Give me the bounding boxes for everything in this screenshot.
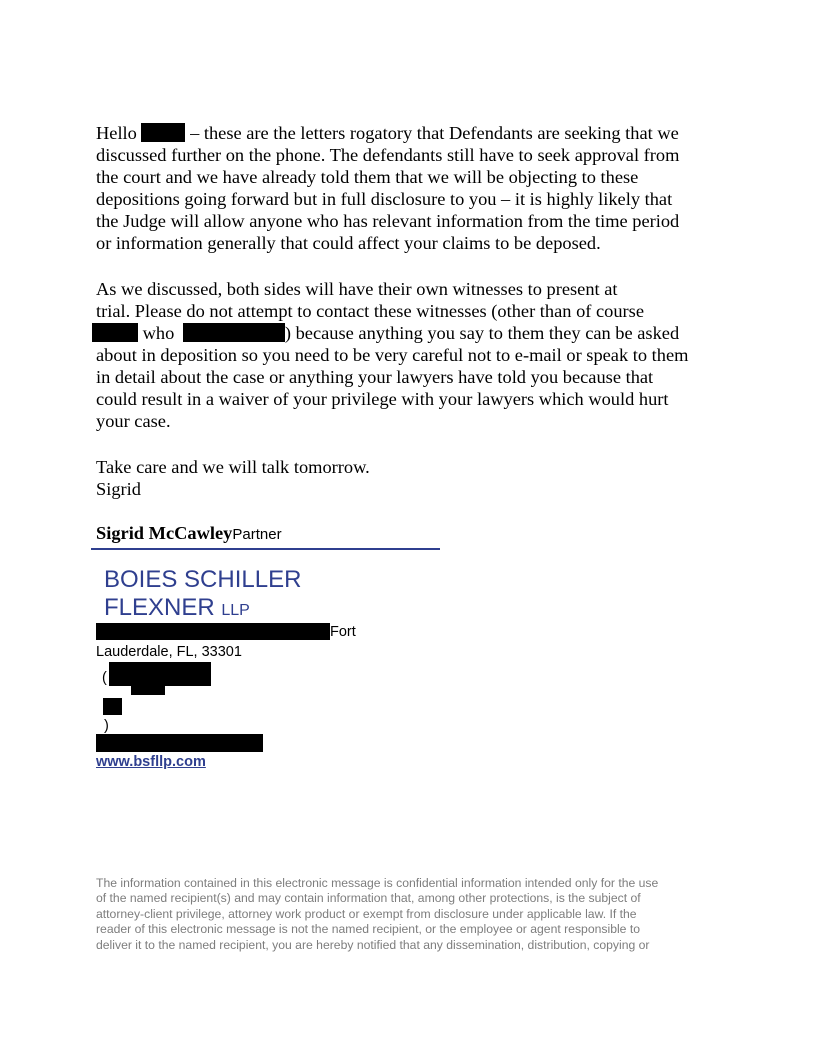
redaction-bar (96, 734, 263, 752)
redaction-bar (109, 662, 211, 686)
signature-name: Sigrid McCawley (96, 523, 233, 543)
phone-paren-close: ) (104, 718, 109, 734)
sign-off: Sigrid (96, 479, 141, 499)
disclaimer-line: attorney-client privilege, attorney work product or exempt from disclosure under applicable law. If the (96, 906, 637, 921)
email-line: the court and we have already told them that we will be objecting to these (96, 167, 639, 187)
email-line (96, 122, 679, 144)
disclaimer-line: of the named recipient(s) and may contain information that, among other protections, is the subject of (96, 891, 641, 906)
email-line: your case. (96, 411, 171, 431)
email-line: trial. Please do not attempt to contact these witnesses (other than of course (96, 301, 644, 321)
phone-paren-open: ( (102, 670, 107, 686)
redaction-bar (103, 698, 122, 715)
text-segment: who (142, 323, 175, 343)
firm-name-line2 (104, 594, 250, 625)
redaction-bar (92, 323, 138, 342)
email-line (92, 322, 679, 344)
address-city-line: Lauderdale, FL, 33301 (96, 644, 242, 660)
signature-title: Partner (232, 526, 282, 543)
redaction-bar (131, 686, 165, 695)
signature-divider (91, 548, 440, 550)
firm-name: FLEXNER (104, 594, 215, 621)
email-line: discussed further on the phone. The defendants still have to seek approval from (96, 145, 680, 165)
email-line: or information generally that could affect your claims to be deposed. (96, 233, 601, 253)
address-city-start: Fort (330, 624, 356, 640)
email-line: the Judge will allow anyone who has relevant information from the time period (96, 211, 680, 231)
disclaimer-line: The information contained in this electronic message is confidential information intended only for the use (96, 876, 659, 890)
text-segment: ) because anything you say to them they can be asked (284, 323, 680, 343)
disclaimer-line: deliver it to the named recipient, you are hereby notified that any dissemination, distribution, copying or (96, 937, 650, 952)
redaction-bar (141, 123, 185, 142)
signature-header (96, 522, 282, 546)
email-line: depositions going forward but in full disclosure to you – it is highly likely that (96, 189, 673, 209)
disclaimer-line: reader of this electronic message is not the named recipient, or the employee or agent responsible to (96, 922, 641, 937)
text-segment: – these are the letters rogatory that Defendants are seeking that we (190, 123, 679, 143)
email-line: about in deposition so you need to be very careful not to e-mail or speak to them (96, 345, 689, 365)
email-line: in detail about the case or anything your lawyers have told you because that (96, 367, 654, 387)
closing-line: Take care and we will talk tomorrow. (96, 457, 370, 477)
greeting: Hello (96, 123, 137, 143)
email-line: could result in a waiver of your privilege with your lawyers which would hurt (96, 389, 669, 409)
redaction-bar (183, 323, 285, 342)
firm-suffix: LLP (221, 602, 250, 619)
email-line: As we discussed, both sides will have their own witnesses to present at (96, 279, 618, 299)
firm-name-line1: BOIES SCHILLER (104, 566, 302, 593)
website-link[interactable]: www.bsfllp.com (96, 754, 206, 770)
redaction-bar (96, 623, 330, 640)
